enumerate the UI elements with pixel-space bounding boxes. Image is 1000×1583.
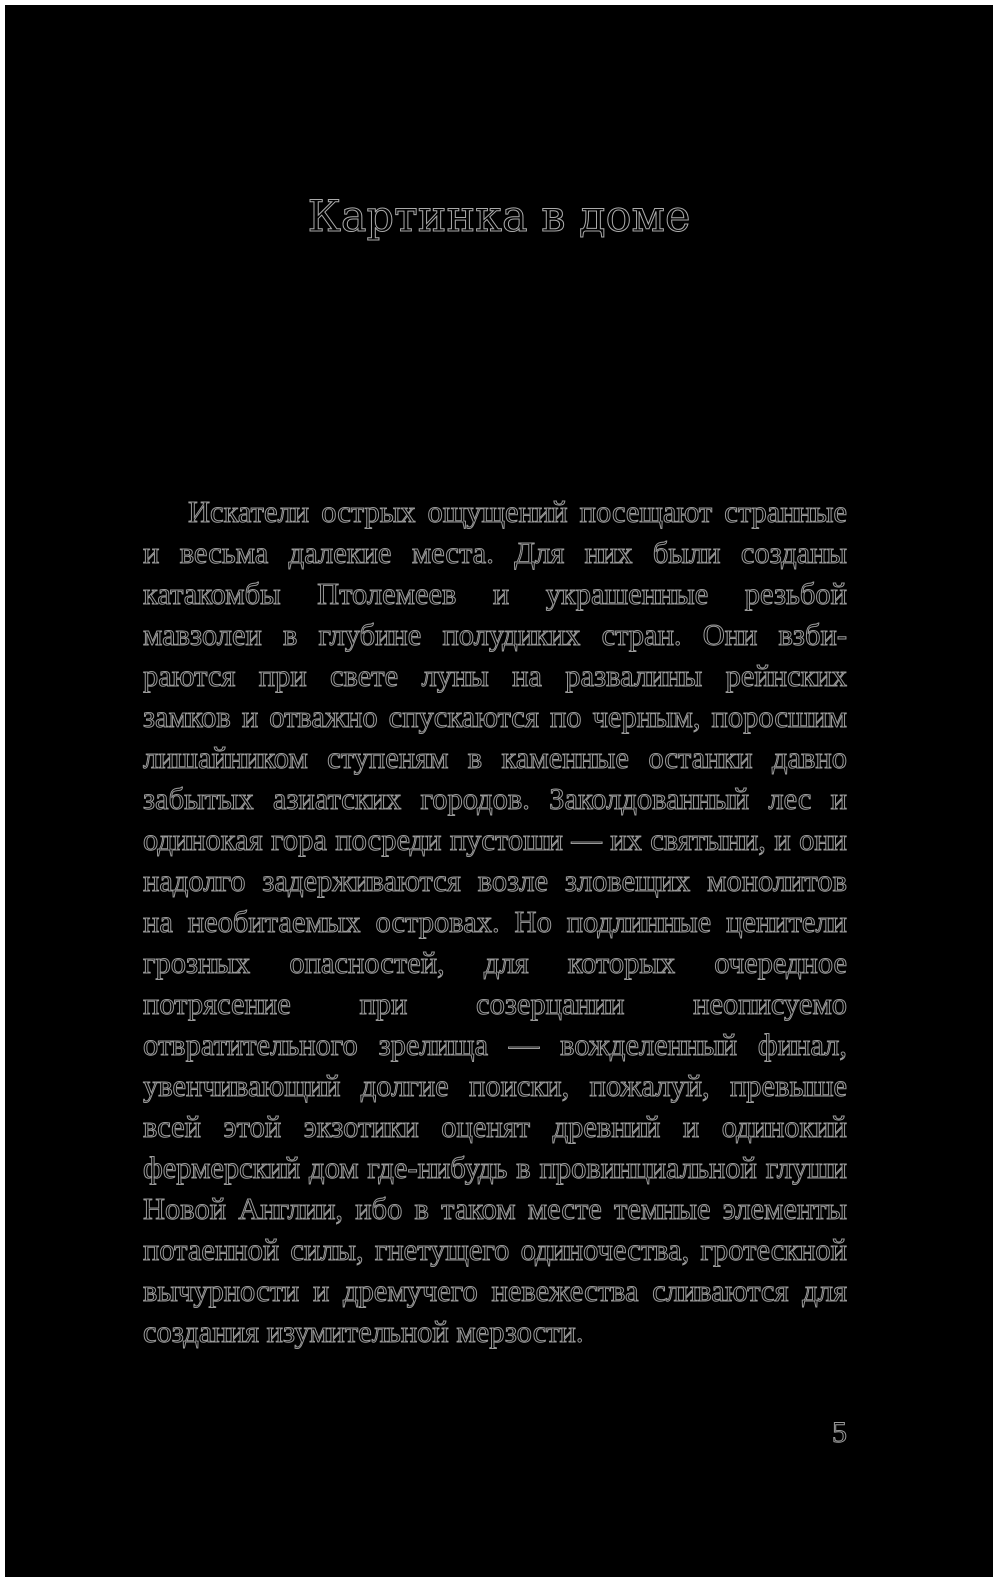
page-number: 5 (832, 1416, 847, 1449)
chapter-title: Картинка в доме (307, 192, 691, 242)
book-page (5, 5, 993, 1577)
body-paragraph: Искатели острых ощущений посещают странные и весьма далекие места. Для них были созданы катакомбы Птолемеев и украшенные резьбой мавзолеи в глубине полудиких стран. Они взбираются при свете луны на развалины рейнских замков и отважно спускаются по черным, поросшим лишайником ступеням в каменные останки давно забытых азиатских городов. Заколдованный лес и одинокая гора посреди пустоши — их святыни, и они надолго задерживаются возле зловещих монолитов на необитаемых островах. Но подлинные ценители грозных опасностей, для которых очередное потрясение при созерцании неописуемо отвратительного зрелища — вожделенный финал, увенчивающий долгие поиски, пожалуй, превыше всей этой экзотики оценят древний и одинокий фермерский дом где-нибудь в провинциальной глуши Новой Англии, ибо в таком месте темные элементы потаенной силы, гнетущего одиночества, гротескной вычурности и дремучего невежества сливаются для создания изумительной мерзости. (143, 495, 847, 1349)
